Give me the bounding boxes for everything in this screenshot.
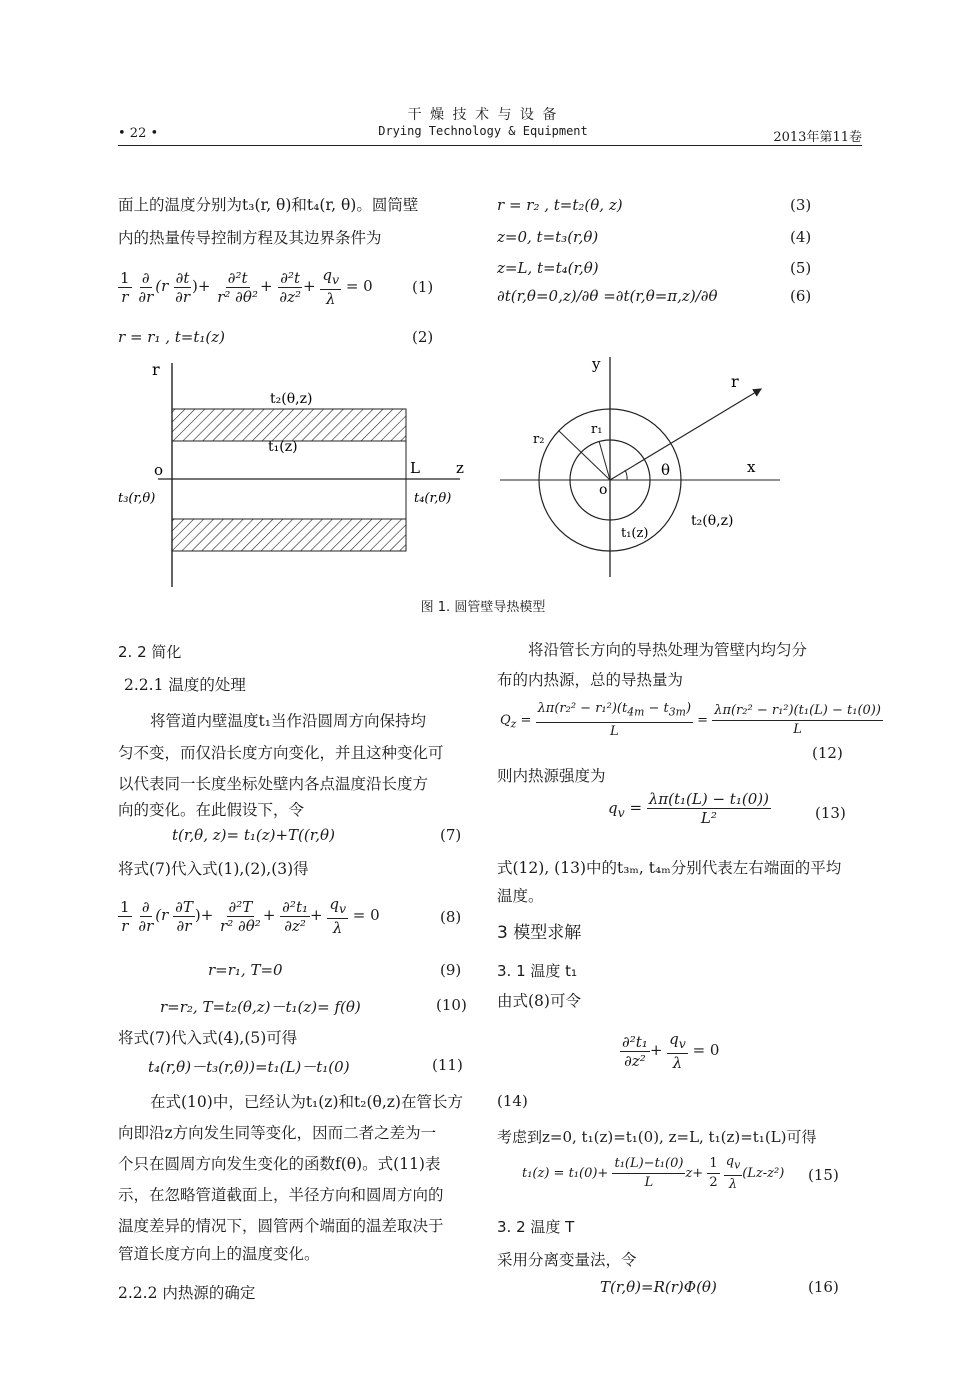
subsection-heading: 3. 1 温度 t₁ [497,962,578,980]
origin-label: o [154,461,164,479]
equation-14: $\frac{\text{∂²t₁}}{\text{∂z²}}$ + $\frac{q_v}{\lambda}$ = 0 [622,1030,720,1072]
radius-vector [610,389,761,480]
subsection-heading: 3. 2 温度 T [497,1218,575,1236]
volume-label: 2013年第11卷 [773,130,862,145]
equation-number: (6) [790,287,812,305]
equation-15: t₁(z) = t₁(0)+ $\frac{\text{t₁(L)−t₁(0)}}{L}$ z+ $\frac{1}{2}$ $\frac{q_v}{\lambda}$ (Lz-z²) [522,1154,785,1192]
equation-8: $\frac{1}{r}$ $\frac{\partial}{\partial r}$ (r $\frac{\partial T}{\partial r}$ )+ $\frac{\text{∂²T}}{\text{r² ∂θ²}}$ + $\frac{\text{∂²t₁}}{\text{∂z²}}$ + $\frac{q_v}{\lambda}$ = 0 [120,895,380,937]
equation-number: (9) [440,961,462,979]
label-t1: t₁(z) [621,526,649,541]
equation-13: $q_v$ = $\frac{\text{λπ(t₁(L) − t₁(0))}}{\text{L²}}$ [608,790,769,827]
r2-label: r₂ [533,432,545,447]
paragraph-line: 布的内热源，总的导热量为 [497,671,684,689]
equation-number: (15) [808,1166,839,1184]
paragraph-line: 将式(7)代入式(4),(5)可得 [118,1029,298,1047]
paragraph-line: 以代表同一长度坐标处壁内各点温度沿长度方 [118,775,429,793]
subsection-heading: 2.2.2 内热源的确定 [118,1284,256,1302]
equation-10: r=r₂, T=t₂(θ,z)－t₁(z)= f(θ) [160,998,361,1016]
theta-arc [625,470,627,480]
equation-number: (16) [808,1278,839,1296]
paragraph-line: 面上的温度分别为t₃(r, θ)和t₄(r, θ)。圆筒壁 [118,196,419,214]
equation-9: r=r₁, T=0 [208,961,283,979]
x-axis-label: x [747,458,756,476]
header-rule [118,145,862,146]
equation-number: (14) [497,1092,528,1110]
equation-5: z=L, t=t₄(r,θ) [497,259,599,277]
label-t1: t₁(z) [268,439,298,455]
equation-11: t₄(r,θ)－t₃(r,θ))=t₁(L)－t₁(0) [148,1058,350,1076]
pipe-section-diagram [110,355,480,595]
paragraph-line: 匀不变，而仅沿长度方向变化，并且这种变化可 [118,744,444,762]
equation-1: $\frac{1}{r}$ $\frac{\partial}{\partial r}$ (r $\frac{\partial t}{\partial r}$ )+ $\frac{\text{∂²t}}{\text{r² ∂θ²}}$ + $\frac{\text{∂²t}}{\text{∂z²}}$ + $\frac{q_v}{\lambda}$ = 0 [120,266,373,308]
equation-3: r = r₂ , t=t₂(θ, z) [497,196,623,214]
label-t2: t₂(θ,z) [691,513,734,529]
paragraph-line: 考虑到z=0, t₁(z)=t₁(0), z=L, t₁(z)=t₁(L)可得 [497,1128,817,1146]
equation-4: z=0, t=t₃(r,θ) [497,228,599,246]
equation-number: (5) [790,259,812,277]
paragraph-line: 在式(10)中，已经认为t₁(z)和t₂(θ,z)在管长方 [150,1093,463,1111]
paragraph-line: 则内热源强度为 [497,767,606,785]
label-t3: t₃(r,θ) [118,491,156,506]
paragraph-line: 向即沿z方向发生同等变化，因而二者之差为一 [118,1124,437,1142]
journal-title-en: Drying Technology & Equipment [378,124,588,138]
section-heading: 2. 2 简化 [118,643,182,661]
equation-6: ∂t(r,θ=0,z)/∂θ =∂t(r,θ=π,z)/∂θ [497,287,718,305]
equation-number: (4) [790,228,812,246]
paragraph-line: 管道长度方向上的温度变化。 [118,1245,320,1263]
cross-section-diagram [495,345,785,585]
equation-number: (2) [412,328,434,346]
equation-number: (11) [432,1056,463,1074]
figure-caption: 图 1. 圆管壁导热模型 [420,600,546,615]
equation-number: (8) [440,908,462,926]
paragraph-line: 温度差异的情况下，圆管两个端面的温差取决于 [118,1217,444,1235]
equation-number: (13) [815,804,846,822]
lower-wall-hatch [172,519,406,551]
subsection-heading: 2.2.1 温度的处理 [124,676,246,694]
equation-number: (10) [436,996,467,1014]
origin-label: o [599,482,608,498]
paragraph-line: 将式(7)代入式(1),(2),(3)得 [118,860,309,878]
page-number: • 22 • [118,126,159,141]
paragraph-line: 将沿管长方向的导热处理为管壁内均匀分 [528,641,808,659]
journal-title-cn: 干 燥 技 术 与 设 备 [407,107,559,123]
paragraph-line: 由式(8)可令 [497,992,581,1010]
paragraph-line: 个只在圆周方向发生变化的函数f(θ)。式(11)表 [118,1155,441,1173]
theta-label: θ [661,461,671,479]
upper-wall-hatch [172,409,406,441]
section-heading: 3 模型求解 [497,923,582,943]
equation-number: (12) [812,744,843,762]
paragraph-line: 内的热量传导控制方程及其边界条件为 [118,229,382,247]
y-axis-label: y [592,355,601,373]
equation-16: T(r,θ)=R(r)Φ(θ) [600,1278,717,1296]
label-t2: t₂(θ,z) [270,391,313,407]
label-t4: t₄(r,θ) [414,491,452,506]
r-axis-label: r [152,360,160,379]
equation-2: r = r₁ , t=t₁(z) [118,328,226,346]
label-L: L [410,459,420,477]
equation-number: (3) [790,196,812,214]
paragraph-line: 温度。 [497,887,544,905]
equation-7: t(r,θ, z)= t₁(z)+T((r,θ) [172,826,335,844]
paragraph-line: 式(12), (13)中的t₃ₘ, t₄ₘ分别代表左右端面的平均 [497,859,842,877]
equation-number: (7) [440,826,462,844]
equation-12: $Q_z$ = $\frac{\lambda\pi(r_2^2 - r_1^2)(t_{4m} - t_{3m})}{L}$ = $\frac{\text{λπ(r₂² − r₁²)(t₁(L) − t₁(0))}}{L}$ [500,701,881,739]
r-label: r [731,372,739,391]
paragraph-line: 向的变化。在此假设下，令 [118,801,305,819]
paragraph-line: 将管道内壁温度t₁当作沿圆周方向保持均 [150,712,426,730]
r1-label: r₁ [591,422,603,437]
paragraph-line: 示，在忽略管道截面上，半径方向和圆周方向的 [118,1186,444,1204]
paragraph-line: 采用分离变量法，令 [497,1251,637,1269]
z-axis-label: z [456,459,464,477]
r2-line [559,431,610,480]
equation-number: (1) [412,278,434,296]
